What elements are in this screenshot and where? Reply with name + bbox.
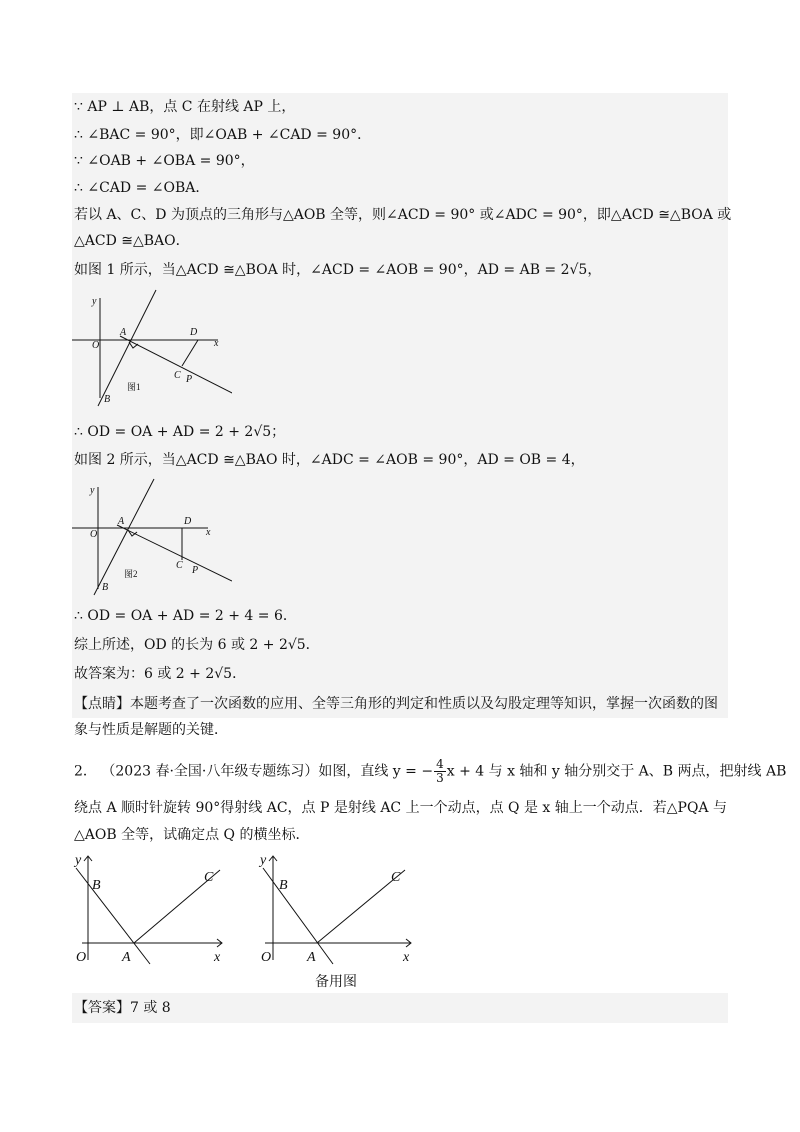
problem-text-b: x + 4 与 x 轴和 y 轴分别交于 A、B 两点，把射线 AB (446, 763, 787, 780)
fig1-label-p: P (186, 374, 193, 385)
fig2-label-c: C (176, 560, 183, 571)
figure-4 (255, 848, 420, 990)
solution-line-5: 若以 A、C、D 为顶点的三角形与△AOB 全等，则∠ACD = 90° 或∠ADC = 90°，即△ACD ≅△BOA 或 (74, 207, 732, 223)
fig2-caption: 图2 (124, 569, 138, 579)
od-line-1: ∴ OD = OA + AD = 2 + 2√5； (74, 424, 286, 440)
problem-text-a: 如图，直线 y = − (318, 763, 434, 780)
fig4-label-a: A (307, 950, 316, 965)
fig1-label-a: A (120, 327, 127, 338)
fig4-label-o: O (261, 950, 272, 965)
fig4-label-x: x (403, 950, 410, 965)
fig2-label-y: y (90, 485, 95, 496)
answer-is-line: 故答案为：6 或 2 + 2√5． (74, 666, 247, 682)
figure-3 (72, 848, 232, 966)
fig1-label-b: B (104, 394, 111, 405)
solution-line-3: ∵ ∠OAB + ∠OBA = 90°， (74, 153, 255, 169)
fig2-label-d: D (184, 516, 192, 527)
figure-2-intro: 如图 2 所示，当△ACD ≅△BAO 时，∠ADC = ∠AOB = 90°，AD = OB = 4， (74, 452, 585, 468)
fig2-label-p: P (192, 565, 199, 576)
fig1-label-d: D (190, 327, 198, 338)
fig1-label-y: y (92, 296, 97, 307)
solution-line-2: ∴ ∠BAC = 90°，即∠OAB + ∠CAD = 90°． (74, 127, 372, 143)
fig1-label-x: x (214, 338, 219, 349)
fig4-label-y: y (260, 853, 267, 868)
figure-2 (72, 477, 232, 599)
fig3-label-b: B (92, 878, 101, 893)
fraction (434, 758, 446, 785)
summary-line: 综上所述，OD 的长为 6 或 2 + 2√5． (74, 637, 320, 653)
fig4-label-b: B (279, 878, 288, 893)
fraction-numerator: 4 (436, 757, 444, 771)
problem-2-line-2: 绕点 A 顺时针旋转 90°得射线 AC，点 P 是射线 AC 上一个动点，点 Q 是 x 轴上一个动点．若△PQA 与 (74, 800, 727, 816)
comment-line-2: 象与性质是解题的关键． (74, 722, 228, 738)
fig1-label-c: C (174, 370, 181, 381)
fig3-label-x: x (214, 950, 221, 965)
comment-line-1: 【点睛】本题考查了一次函数的应用、全等三角形的判定和性质以及勾股定理等知识，掌握一次函数的图 (74, 696, 718, 712)
fig1-caption: 图1 (127, 382, 141, 392)
fraction-denominator: 3 (436, 771, 444, 785)
fig3-label-o: O (76, 950, 87, 965)
fig4-caption: 备用图 (315, 975, 357, 990)
problem-2-line-3: △AOB 全等，试确定点 Q 的横坐标． (74, 827, 310, 843)
fig1-label-o: O (92, 340, 100, 351)
fig4-label-c: C (391, 870, 401, 885)
solution-line-1: ∵ AP ⊥ AB，点 C 在射线 AP 上， (74, 99, 296, 115)
fig3-label-a: A (122, 950, 131, 965)
fig2-label-x: x (206, 527, 211, 538)
fig3-label-y: y (75, 853, 82, 868)
problem-2-line-1 (74, 758, 786, 785)
fig2-label-a: A (118, 516, 125, 527)
solution-line-4: ∴ ∠CAD = ∠OBA． (74, 180, 210, 196)
problem-source: （2023 春·全国·八年级专题练习） (101, 763, 319, 780)
od-line-2: ∴ OD = OA + AD = 2 + 4 = 6． (74, 608, 297, 624)
figure-1 (72, 286, 232, 410)
fig2-label-b: B (102, 582, 109, 593)
fig3-label-c: C (204, 870, 214, 885)
solution-line-6: △ACD ≅△BAO． (74, 233, 190, 249)
problem-number: 2． (74, 763, 97, 780)
solution-line-7: 如图 1 所示，当△ACD ≅△BOA 时，∠ACD = ∠AOB = 90°，AD = AB = 2√5， (74, 262, 602, 278)
answer-line: 【答案】7 或 8 (74, 1000, 171, 1016)
fig2-label-o: O (90, 529, 98, 540)
